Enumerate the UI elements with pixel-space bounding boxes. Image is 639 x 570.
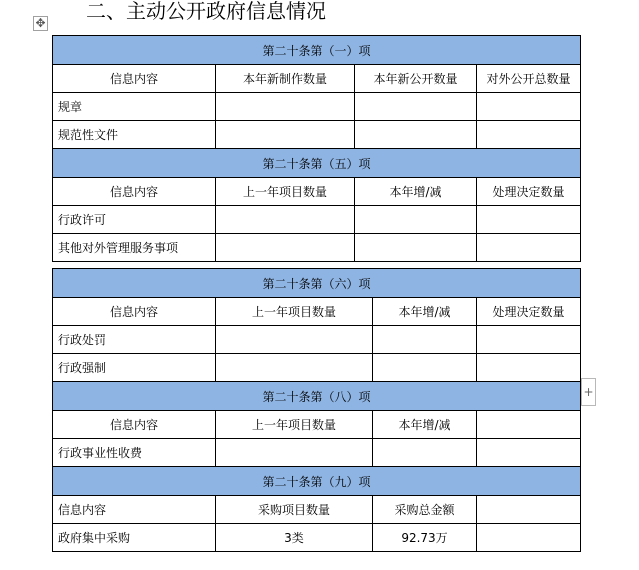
table-row [53,121,581,149]
col-header [477,411,581,439]
row-label[interactable]: 行政处罚 [53,326,216,354]
col-header: 采购总金额 [373,496,477,524]
col-header: 上一年项目数量 [216,178,355,206]
row-label[interactable]: 规范性文件 [53,121,216,149]
table-row [53,234,581,262]
table-cell[interactable] [477,234,581,262]
table-cell[interactable] [477,93,581,121]
col-header: 本年新公开数量 [355,65,477,93]
col-header: 信息内容 [53,178,216,206]
col-header: 信息内容 [53,496,216,524]
row-label[interactable]: 规章 [53,93,216,121]
section-title-row [53,149,581,178]
row-label[interactable]: 行政许可 [53,206,216,234]
table-cell[interactable] [477,354,581,382]
table-row [53,93,581,121]
table-cell[interactable] [373,439,477,467]
table-row [53,326,581,354]
section-title: 第二十条第（一）项 [53,36,581,65]
table-cell[interactable] [373,354,477,382]
table-cell[interactable] [355,93,477,121]
table-cell[interactable] [216,234,355,262]
row-label[interactable]: 其他对外管理服务事项 [53,234,216,262]
table-row [53,439,581,467]
col-header: 上一年项目数量 [216,411,373,439]
page-edge [0,566,639,570]
table-cell[interactable] [216,439,373,467]
col-header: 信息内容 [53,65,216,93]
row-label[interactable]: 行政事业性收费 [53,439,216,467]
col-header [477,496,581,524]
section-title: 第二十条第（八）项 [53,382,581,411]
col-header: 采购项目数量 [216,496,373,524]
table-cell[interactable] [477,326,581,354]
table-cell[interactable] [477,439,581,467]
table-cell[interactable] [216,93,355,121]
table-cell[interactable] [216,206,355,234]
table-cell[interactable] [216,354,373,382]
section-heading: 二、主动公开政府信息情况 [86,0,326,23]
table-move-icon[interactable]: ✥ [33,16,48,31]
table-cell[interactable] [216,121,355,149]
table-cell[interactable] [355,234,477,262]
col-header: 信息内容 [53,298,216,326]
col-header: 处理决定数量 [477,178,581,206]
disclosure-table-lower [52,268,581,552]
col-header: 本年新制作数量 [216,65,355,93]
table-cell[interactable] [355,121,477,149]
section-title: 第二十条第（九）项 [53,467,581,496]
col-header: 本年增/减 [373,298,477,326]
table-row [53,206,581,234]
col-header: 处理决定数量 [477,298,581,326]
table-cell[interactable] [373,326,477,354]
header-row [53,496,581,524]
header-row [53,65,581,93]
row-label[interactable]: 政府集中采购 [53,524,216,552]
table-cell[interactable] [477,121,581,149]
header-row [53,298,581,326]
col-header: 信息内容 [53,411,216,439]
col-header: 上一年项目数量 [216,298,373,326]
section-title-row [53,467,581,496]
header-row [53,411,581,439]
table-cell[interactable] [477,524,581,552]
section-title-row [53,36,581,65]
section-title-row [53,269,581,298]
disclosure-table [52,35,581,262]
add-row-icon[interactable]: + [581,378,596,406]
section-title: 第二十条第（六）项 [53,269,581,298]
table-cell[interactable] [355,206,477,234]
table-cell[interactable]: 3类 [216,524,373,552]
table-cell[interactable]: 92.73万 [373,524,477,552]
section-title-row [53,382,581,411]
table-row [53,354,581,382]
col-header: 本年增/减 [373,411,477,439]
section-title: 第二十条第（五）项 [53,149,581,178]
table-cell[interactable] [216,326,373,354]
col-header: 本年增/减 [355,178,477,206]
col-header: 对外公开总数量 [477,65,581,93]
table-cell[interactable] [477,206,581,234]
header-row [53,178,581,206]
table-row [53,524,581,552]
row-label[interactable]: 行政强制 [53,354,216,382]
